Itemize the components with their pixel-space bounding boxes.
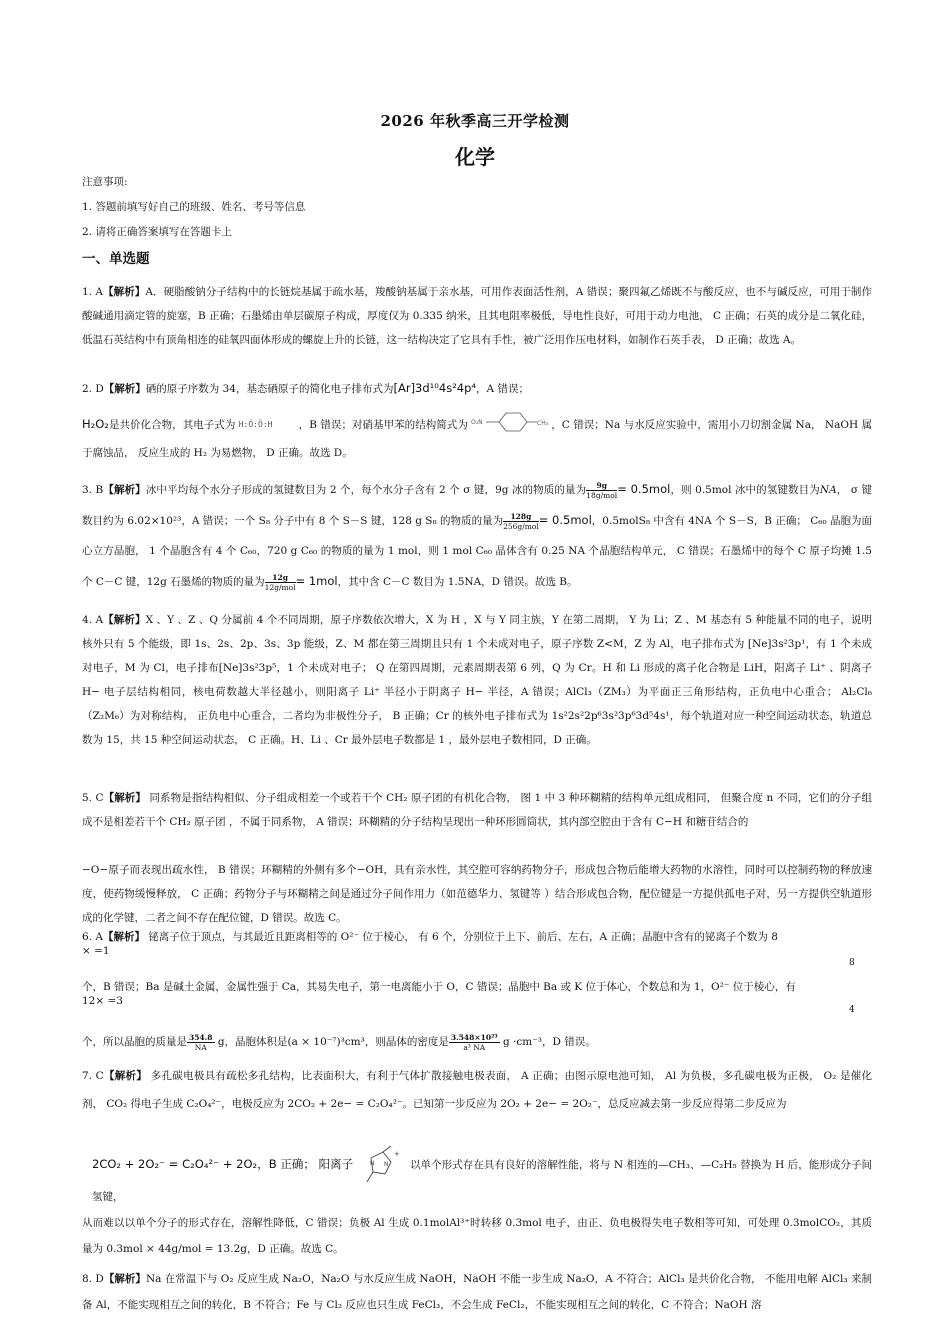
q6-fraction-2 — [449, 1033, 500, 1052]
q3-text-e: ，其中含 C－C 数目为 1.5NA，D 错误。故选 B。 — [337, 576, 578, 588]
q3-frac3-den: 12g/mol — [264, 582, 296, 592]
q1-tag: 【解析】 — [103, 286, 146, 298]
nitrotoluene-structure-icon — [471, 410, 551, 440]
q4-prefix: 4. A — [82, 614, 104, 626]
q6-text-c: 个，所以晶胞的质量是 — [82, 1036, 187, 1048]
q2-text-b: ，A 错误； — [476, 383, 529, 395]
question-6 — [82, 930, 872, 958]
q3-text-b: ，则 0.5mol 冰中的氢键数目为 — [670, 484, 820, 496]
q2-tag: 【解析】 — [103, 383, 146, 395]
q4-text: X 、Y 、Z 、Q 分属前 4 个不同周期，原子序数依次增大，X 为 H ，X 与 Y 同主族，Y 在第二周期， Y 为 Li；Z 、M 基态有 5 种能量不同的电子，说明核外只有 5 个能级，即 1s、2s、2p、3s、3p 能级，Z、M 都在第三周期且只有 1 个未成对电子，原子序数 Z<M，Z 为 Al，电子排布式为 [Ne]3s²3p¹，有 1 个未成对电子，M 为 Cl，电子排布[Ne]3s²3p⁵，1 个未成对电子； Q 在第四周期，元素周期表第 6 列，Q 为 Cr。H 和 Li 形成的离子化合物是 LiH，阳离子 Li⁺ 、阴离子 H− 电子层结构相同，核电荷数越大半径越小，则阳离子 Li⁺ 半径小于阴离子 H− 半径，A 错误；AlCl₃（ZM₃）为平面正三角形结构，正负电中心重合； Al₂Cl₆（Z₂M₆）为对称结构， 正负电中心重合，二者均为非极性分子， B 正确；Cr 的核外电子排布式为 1s²2s²2p⁶3s²3p⁶3d⁵4s¹，每个轨道对应一种空间运动状态，轨道总数为 15，共 15 种空间运动状态， C 正确。H、Li 、Cr 最外层电子数都是 1 ，最外层电子数相同，D 正确。 — [82, 614, 872, 746]
question-7-c — [82, 1210, 872, 1262]
exam-title: 2026 年秋季高三开学检测 — [380, 112, 570, 130]
q6-side-number-1: 8 — [849, 958, 855, 968]
q2-config: [Ar]3d¹⁰4s²4p⁴ — [393, 381, 477, 395]
h2o2-electron-formula: H:Ö:Ö:H — [238, 420, 273, 429]
q3-text-d: ，0.5molS₈ 中含有 4NA 个 S－S，B 正确； C₆₀ 晶胞为面心立方晶胞， 1 个晶胞含有 4 个 C₆₀，720 g C₆₀ 的物质的量为 1 mol，则 1 mol C₆₀ 晶体含有 0.25 NA 个晶胞结构单元， C 错误；石墨烯中的每个 C 原子均摊 1.5 个 C－C 键，12g 石墨烯的物质的量为 — [82, 515, 873, 588]
q5-text: 同系物是指结构相似、分子组成相差一个或若干个 CH₂ 原子团的有机化合物， 图 1 中 3 种环糊精的结构单元组成相同， 但聚合度 n 不同，它们的分子组成不是相差若干个 CH₂ 原子团 ，不属于同系物， A 错误；环糊精的分子结构呈现出一种环形圆筒状，其内部空腔由于含有 C−H 和糖苷结合的 — [82, 792, 872, 828]
q3-fraction-2 — [503, 512, 539, 531]
q3-prefix: 3. B — [82, 484, 104, 496]
q3-frac2-den: 256g/mol — [503, 521, 539, 531]
q6-fraction-1 — [187, 1033, 215, 1052]
q8-tag: 【解析】 — [103, 1273, 146, 1285]
q8-prefix: 8. D — [82, 1273, 104, 1285]
q6-text-a2: × =1 — [82, 945, 110, 957]
q5-tag: 【解析】 — [103, 792, 147, 804]
q7-tag: 【解析】 — [103, 1070, 148, 1082]
q3-frac3-num: 12g — [265, 573, 296, 583]
question-2 — [82, 376, 872, 401]
q6-frac2-num: 3.548×10²³ — [450, 1032, 498, 1042]
svg-text:N: N — [383, 1161, 389, 1168]
section-title: 一、单选题 — [82, 251, 150, 267]
q6-text-a: 铋离子位于顶点，与其最近且距离相等的 O²⁻ 位于棱心， 有 6 个，分别位于上下、前后、左右，A 正确；晶胞中含有的铋离子个数为 8 — [144, 931, 778, 943]
question-2-cont — [82, 410, 872, 466]
imidazolium-cation-icon — [357, 1144, 407, 1186]
question-4 — [82, 608, 872, 752]
q5-text-2: −O−原子而表现出疏水性， B 错误；环糊精的外侧有多个−OH，具有亲水性，其空腔可容纳药物分子，形成包合物后能增大药物的水溶性，同时可以控制药物的释放速度，使药物缓慢释放， C 正确；药物分子与环糊精之间是通过分子间作用力（如范德华力、氢键等 ）结合形成包合物，配位键是一方提供孤电子对，另一方提供空轨道形成的化学键，二者之间不存在配位键，D 错误。故选 C。 — [82, 864, 872, 924]
q5-prefix: 5. C — [82, 792, 104, 804]
q3-text-a: 冰中平均每个水分子形成的氢键数目为 2 个，每个水分子含有 2 个 σ 键，9g 冰的物质的量为 — [145, 484, 587, 496]
svg-text:N: N — [369, 1160, 375, 1167]
q3-frac1-num: 9g — [586, 481, 617, 491]
q3-fraction-1 — [586, 481, 617, 500]
question-7-b — [92, 1144, 872, 1208]
q6-text-b2: 12× =3 — [82, 995, 123, 1007]
q3-frac1-den: 18g/mol — [586, 490, 618, 500]
q6-text-e: g ·cm⁻³，D 错误。 — [499, 1036, 596, 1048]
q3-na: NA — [819, 484, 837, 496]
q7-prefix: 7. C — [82, 1070, 104, 1082]
q2-h2o2: H₂O₂ — [82, 417, 109, 431]
notice-heading: 注意事项: — [82, 176, 128, 188]
q6-tag: 【解析】 — [102, 931, 145, 943]
q7-text-c: 从而难以以单个分子的形式存在，溶解性降低，C 错误；负极 Al 生成 0.1molAl³⁺时转移 0.3mol 电子，由正、负电极得失电子数相等可知，可处理 0.3molCO₂，其质量为 0.3mol × 44g/mol = 13.2g，D 正确。故选 C。 — [82, 1217, 872, 1255]
svg-text:+: + — [393, 1150, 400, 1158]
q6-text-b: 个，B 错误；Ba 是碱土金属，金属性强于 Ca，其易失电子，第一电离能小于 O，C 错误；晶胞中 Ba 或 K 位于体心，个数总和为 1，O²⁻ 位于棱心，有 — [82, 981, 796, 993]
svg-text:CH₃: CH₃ — [537, 420, 549, 427]
q7-text-a: 多孔碳电极具有疏松多孔结构，比表面积大，有利于气体扩散接触电极表面， A 正确；由图示原电池可知， Al 为负极，多孔碳电极为正极， O₂ 是催化剂， CO₂ 得电子生成 C₂O₄²⁻，电极反应为 2CO₂ + 2e− = C₂O₄²⁻。已知第一步反应为 2O₂ + 2e− = 2O₂⁻，总反应减去第一步反应得第二步反应为 — [82, 1070, 873, 1110]
q3-result-2: = 0.5mol — [538, 513, 592, 527]
q7-equation: 2CO₂ + 2O₂⁻ = C₂O₄²⁻ + 2O₂，B 正确； 阳离子 — [92, 1157, 354, 1171]
q3-result-1: = 0.5mol — [617, 482, 671, 496]
q2-text-c: 是共价化合物，其电子式为 — [108, 419, 236, 431]
q1-text: A．硬脂酸钠分子结构中的长链烷基属于疏水基，羧酸钠基属于亲水基，可用作表面活性剂，A 错误；聚四氟乙烯既不与酸反应，也不与碱反应，可用于制作酸碱通用滴定管的旋塞，B 正确；石墨烯由单层碳原子构成，厚度仅为 0.335 纳米，且其电阻率极低，导电性良好，可用于动力电池， C 正确；石英的成分是二氧化硅，低温石英结构中有顶角相连的硅氧四面体形成的螺旋上升的长链，这一结构决定了它具有手性，被广泛用作压电材料，如制作石英手表， D 正确；故选 A。 — [82, 286, 872, 346]
q6-frac-num: 354.8 — [189, 1032, 213, 1042]
q6-frac2-den: a³ NA — [463, 1042, 486, 1052]
q2-text-d: ，B 错误；对硝基甲苯的结构简式为 — [298, 419, 468, 431]
q6-frac-den: NA — [194, 1042, 207, 1052]
question-8 — [82, 1266, 872, 1318]
q4-tag: 【解析】 — [103, 614, 146, 626]
question-7 — [82, 1062, 872, 1118]
subject-title: 化学 — [455, 145, 495, 169]
q8-text: Na 在常温下与 O₂ 反应生成 Na₂O，Na₂O 与水反应生成 NaOH，NaOH 不能一步生成 Na₂O，A 不符合；AlCl₃ 是共价化合物， 不能用电解 AlCl₃ 来制备 Al，不能实现相互之间的转化，B 不符合；Fe 与 Cl₂ 反应也只生成 FeCl₃，不会生成 FeCl₂，不能实现相互之间的转化，C 不符合；NaOH 溶 — [82, 1273, 873, 1311]
svg-text:O₂N: O₂N — [471, 419, 483, 426]
question-6-b — [82, 980, 872, 1008]
question-6-c — [82, 1028, 872, 1056]
q3-fraction-3 — [265, 573, 296, 592]
q3-text-c: ， σ 键数目约为 6.02×10²³，A 错误；一个 S₈ 分子中有 8 个 S－S 键，128 g S₈ 的物质的量为 — [82, 484, 873, 527]
q2-prefix: 2. D — [82, 383, 104, 395]
question-5-cont — [82, 858, 872, 930]
q2-text-a: 硒的原子序数为 34，基态硒原子的简化电子排布式为 — [145, 383, 394, 395]
question-5 — [82, 786, 872, 834]
notice-item-2: 2. 请将正确答案填写在答题卡上 — [82, 226, 232, 238]
question-3 — [82, 474, 872, 597]
q6-prefix: 6. A — [82, 931, 103, 943]
question-1 — [82, 280, 872, 352]
q1-prefix: 1. A — [82, 286, 104, 298]
notice-item-1: 1. 答题前填写好自己的班级、姓名、考号等信息 — [82, 201, 306, 213]
q3-frac2-num: 128g — [503, 512, 539, 522]
q7-text-b: 以单个形式存在具有良好的溶解性能，将与 N 相连的—CH₃、—C₂H₅ 替换为 H 后，能形成分子间氢键， — [92, 1159, 872, 1203]
q2-text-e: ，C 错误；Na 与水反应实验中，需用小刀切割金属 Na， NaOH 属于腐蚀品， 反应生成的 H₂ 为易燃物， D 正确。故选 D。 — [82, 419, 872, 459]
q6-side-number-2: 4 — [849, 1005, 855, 1015]
q6-text-d: g，晶胞体积是(a × 10⁻⁷)³cm³，则晶体的密度是 — [214, 1036, 449, 1048]
q3-result-3: = 1mol — [295, 574, 338, 588]
q3-tag: 【解析】 — [103, 484, 146, 496]
